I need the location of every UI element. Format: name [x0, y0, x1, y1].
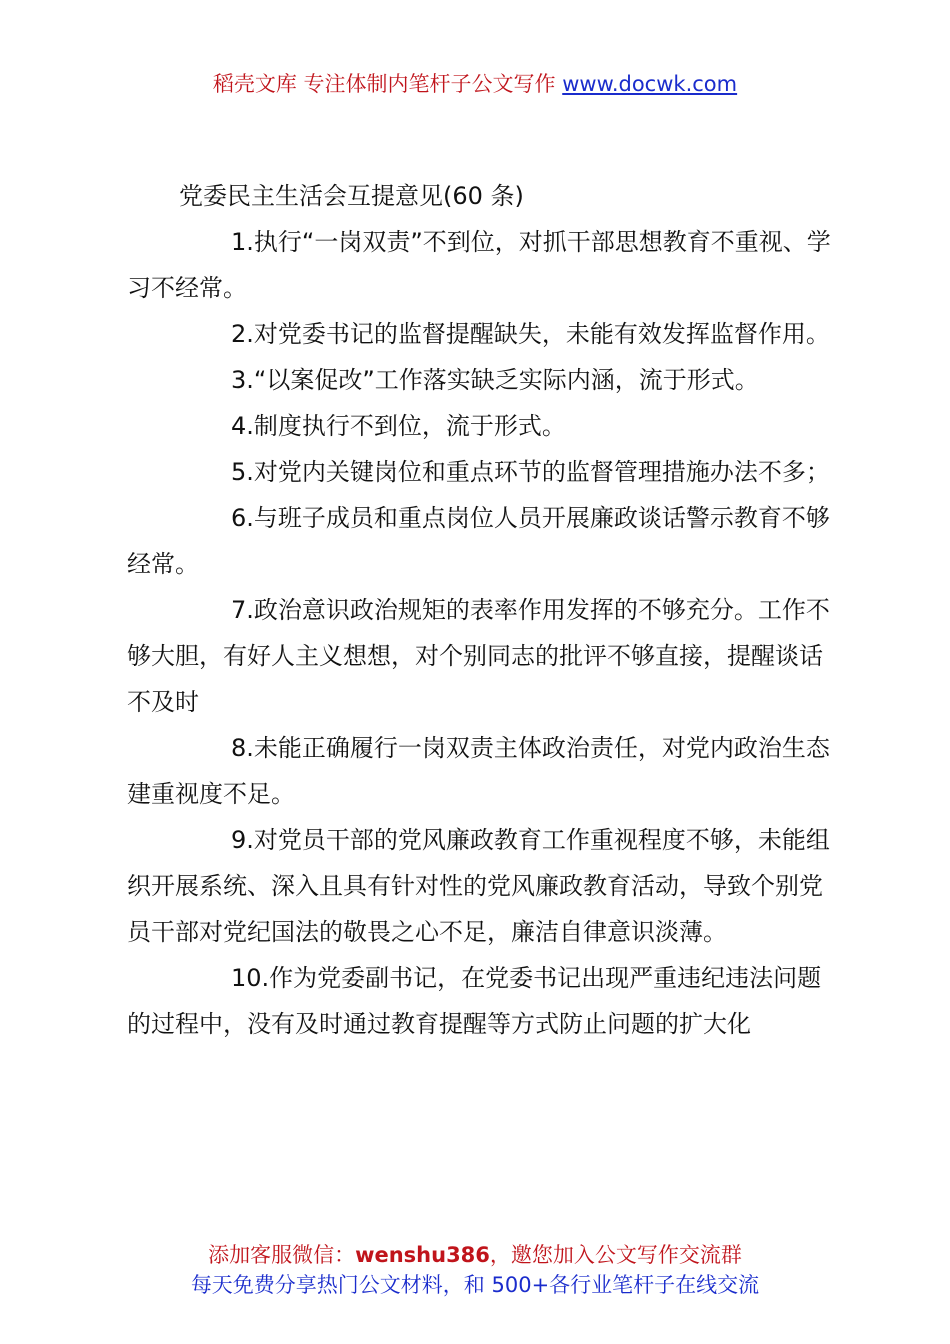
paragraph-3: 3.“以案促改”工作落实缺乏实际内涵，流于形式。 [231, 366, 759, 394]
paragraph-9: 9.对党员干部的党风廉政教育工作重视程度不够，未能组织开展系统、深入且具有针对性的党风廉政教育活动，导致个别党员干部对党纪国法的敬畏之心不足，廉洁自律意识淡薄。 [127, 826, 830, 946]
paragraph-4: 4.制度执行不到位，流于形式。 [231, 412, 566, 440]
paragraph-5: 5.对党内关键岗位和重点环节的监督管理措施办法不多； [231, 458, 830, 486]
footer-contact-suffix: ，邀您加入公文写作交流群 [489, 1243, 742, 1267]
footer-contact-prefix: 添加客服微信： [208, 1243, 356, 1267]
paragraph-6: 6.与班子成员和重点岗位人员开展廉政谈话警示教育不够经常。 [127, 504, 830, 578]
paragraph-10: 10.作为党委副书记，在党委书记出现严重违纪违法问题的过程中，没有及时通过教育提醒等方式防止问题的扩大化 [127, 964, 822, 1038]
paragraph-2: 2.对党委书记的监督提醒缺失，未能有效发挥监督作用。 [231, 320, 830, 348]
site-link[interactable]: www.docwk.com [562, 72, 738, 96]
brand-text: 稻壳文库 专注体制内笔杆子公文写作 [212, 72, 563, 96]
footer-contact-line [0, 1240, 950, 1270]
page-header [0, 70, 950, 98]
footer-share-line: 每天免费分享热门公文材料，和 500+各行业笔杆子在线交流 [190, 1273, 760, 1297]
paragraph-8: 8.未能正确履行一岗双责主体政治责任，对党内政治生态建重视度不足。 [127, 734, 830, 808]
wechat-id: wenshu386 [355, 1243, 490, 1267]
page-footer [0, 1240, 950, 1300]
paragraph-1: 1.执行“一岗双责”不到位，对抓干部思想教育不重视、学习不经常。 [127, 228, 831, 302]
document-title: 党委民主生活会互提意见(60 条) [179, 182, 524, 210]
paragraph-7: 7.政治意识政治规矩的表率作用发挥的不够充分。工作不够大胆，有好人主义想想，对个别同志的批评不够直接，提醒谈话不及时 [127, 596, 830, 716]
document-body [127, 173, 837, 1047]
